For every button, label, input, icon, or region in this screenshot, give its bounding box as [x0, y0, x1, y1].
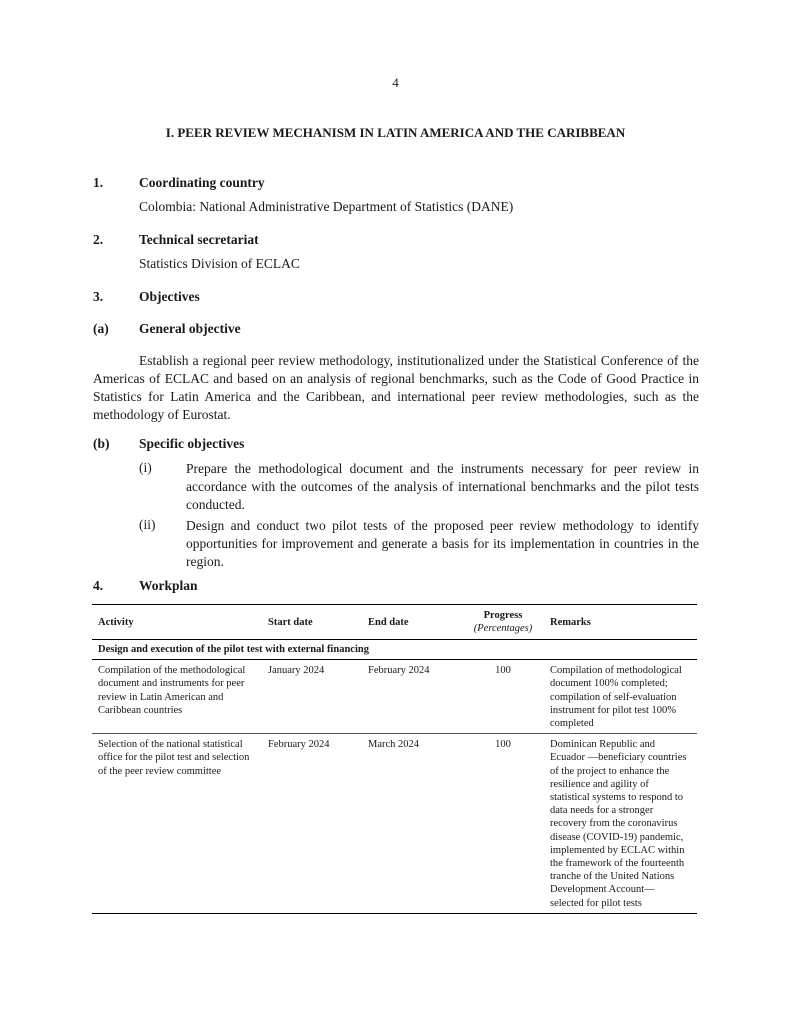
objective-item-text: Prepare the methodological document and the instruments necessary for peer review in accordance with the outcomes of the analysis of international benchmarks and the pilot tests conducted.: [186, 461, 699, 512]
table-header-row: [92, 605, 697, 640]
header-remarks: Remarks: [544, 605, 697, 640]
objective-item-label: (ii): [139, 517, 156, 532]
header-progress: [462, 605, 544, 640]
cell-end-date: March 2024: [362, 734, 462, 914]
general-objective-paragraph: Establish a regional peer review methodology, institutionalized under the Statistical Conference of the Americas of ECLAC and based on an analysis of regional benchmarks, such as the Code of Good Practice in Statistics for Latin America and the Caribbean, and international peer review methodologies, such as the methodology of Eurostat.: [93, 353, 699, 422]
section-2-number: 2.: [93, 232, 104, 247]
group-title: Design and execution of the pilot test with external financing: [92, 640, 697, 660]
table-row: [92, 660, 697, 734]
cell-activity: Selection of the national statistical office for the pilot test and selection of the peer review committee: [92, 734, 262, 914]
cell-remarks: Dominican Republic and Ecuador —beneficiary countries of the project to enhance the resilience and agility of statistical systems to respond to data needs for a stronger recovery from the coronavirus disease (COVID-19) pandemic, implemented by ECLAC within the framework of the fourteenth tranche of the United Nations Development Account— selected for pilot tests: [544, 734, 697, 914]
cell-start-date: February 2024: [262, 734, 362, 914]
cell-progress: 100: [462, 660, 544, 734]
page-number: 4: [392, 75, 399, 90]
workplan-table: [92, 604, 697, 914]
header-progress-label: Progress: [483, 610, 523, 621]
cell-activity: Compilation of the methodological document and instruments for peer review in Latin American and Caribbean countries: [92, 660, 262, 734]
section-3-number: 3.: [93, 289, 104, 304]
section-1-body: Colombia: National Administrative Department of Statistics (DANE): [139, 199, 514, 214]
section-1-title: Coordinating country: [139, 175, 265, 190]
section-2-body: Statistics Division of ECLAC: [139, 256, 300, 271]
table-row: [92, 734, 697, 914]
section-4-number: 4.: [93, 578, 104, 593]
header-start-date: Start date: [262, 605, 362, 640]
section-a-number: (a): [93, 321, 109, 336]
header-activity: Activity: [92, 605, 262, 640]
cell-end-date: February 2024: [362, 660, 462, 734]
section-b-number: (b): [93, 436, 110, 451]
page-title: I. PEER REVIEW MECHANISM IN LATIN AMERICA AND THE CARIBBEAN: [165, 125, 626, 140]
section-1-number: 1.: [93, 175, 104, 190]
objective-item-label: (i): [139, 460, 152, 475]
section-a-title: General objective: [139, 321, 241, 336]
objective-item-text: Design and conduct two pilot tests of the proposed peer review methodology to identify opportunities for improvement and generate a basis for its implementation in countries in the region.: [186, 518, 699, 569]
section-b-title: Specific objectives: [139, 436, 245, 451]
section-3-title: Objectives: [139, 289, 200, 304]
section-4-title: Workplan: [139, 578, 198, 593]
header-end-date: End date: [362, 605, 462, 640]
cell-start-date: January 2024: [262, 660, 362, 734]
group-row: [92, 640, 697, 660]
section-2-title: Technical secretariat: [139, 232, 259, 247]
cell-remarks: Compilation of methodological document 100% completed; compilation of self-evaluation instrument for pilot test 100% completed: [544, 660, 697, 734]
header-progress-unit: (Percentages): [473, 623, 533, 634]
cell-progress: 100: [462, 734, 544, 914]
